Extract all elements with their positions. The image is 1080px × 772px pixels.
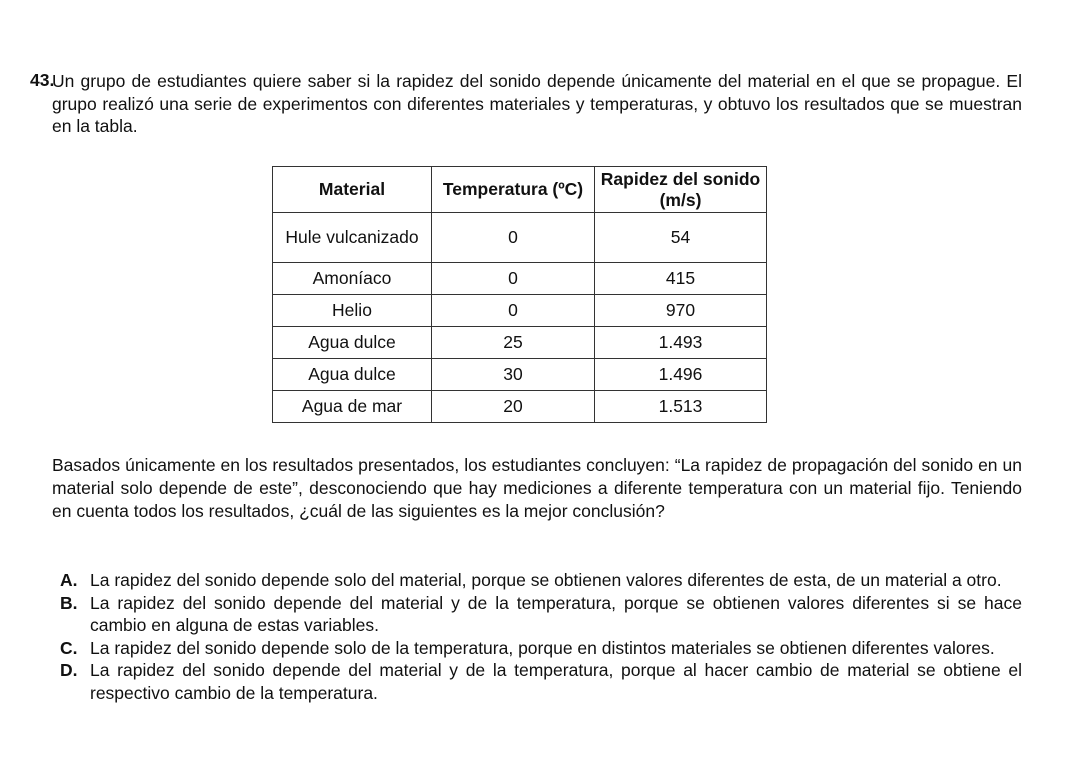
table-row xyxy=(273,359,767,391)
option-a[interactable] xyxy=(60,569,1022,592)
question-stem: Un grupo de estudiantes quiere saber si la rapidez del sonido depende únicamente del material en el que se propague. El grupo realizó una serie de experimentos con diferentes materiales y temperaturas, y obtuvo los resultados que se muestran en la tabla. xyxy=(52,71,1022,136)
cell-temperature: 30 xyxy=(432,359,595,391)
table-header-row xyxy=(273,167,767,213)
option-letter: C. xyxy=(60,637,78,658)
cell-temperature: 0 xyxy=(432,295,595,327)
option-letter: B. xyxy=(60,592,78,613)
answer-options xyxy=(60,569,1022,704)
cell-material: Helio xyxy=(273,295,432,327)
option-letter: A. xyxy=(60,570,78,590)
results-table xyxy=(272,166,767,423)
header-material: Material xyxy=(273,167,432,213)
table-row xyxy=(273,263,767,295)
option-letter: D. xyxy=(60,660,78,680)
header-speed: Rapidez del sonido (m/s) xyxy=(595,167,767,213)
cell-temperature: 0 xyxy=(432,213,595,263)
cell-speed: 1.513 xyxy=(595,391,767,423)
cell-temperature: 20 xyxy=(432,391,595,423)
cell-speed: 54 xyxy=(595,213,767,263)
table-row xyxy=(273,295,767,327)
option-d[interactable] xyxy=(60,659,1022,704)
cell-speed: 970 xyxy=(595,295,767,327)
question-number: 43. xyxy=(30,70,55,90)
option-c[interactable] xyxy=(60,637,1022,660)
cell-material: Agua dulce xyxy=(273,359,432,391)
option-text: La rapidez del sonido depende del material y de la temperatura, porque al hacer cambio de material se obtiene el respectivo cambio de la temperatura. xyxy=(90,660,1022,703)
table-row xyxy=(273,391,767,423)
cell-material: Amoníaco xyxy=(273,263,432,295)
cell-speed: 1.493 xyxy=(595,327,767,359)
conclusion-paragraph: Basados únicamente en los resultados presentados, los estudiantes concluyen: “La rapidez de propagación del sonido en un material solo depende de este”, desconociendo que hay mediciones a diferente temperatura con un material fijo. Teniendo en cuenta todos los resultados, ¿cuál de las siguientes es la mejor conclusión? xyxy=(52,455,1022,521)
cell-material: Agua dulce xyxy=(273,327,432,359)
table-row xyxy=(273,213,767,263)
option-text: La rapidez del sonido depende del material y de la temperatura, porque se obtienen valores diferentes si se hace cambio en alguna de estas variables. xyxy=(90,592,1022,635)
cell-temperature: 0 xyxy=(432,263,595,295)
table-row xyxy=(273,327,767,359)
cell-speed: 415 xyxy=(595,263,767,295)
option-b[interactable] xyxy=(60,592,1022,637)
cell-material: Agua de mar xyxy=(273,391,432,423)
cell-speed: 1.496 xyxy=(595,359,767,391)
header-temperature: Temperatura (ºC) xyxy=(432,167,595,213)
option-text: La rapidez del sonido depende solo del material, porque se obtienen valores diferentes de esta, de un material a otro. xyxy=(90,570,1002,590)
cell-temperature: 25 xyxy=(432,327,595,359)
cell-material: Hule vulcanizado xyxy=(273,213,432,263)
option-text: La rapidez del sonido depende solo de la temperatura, porque en distintos materiales se obtienen diferentes valores. xyxy=(90,637,995,658)
